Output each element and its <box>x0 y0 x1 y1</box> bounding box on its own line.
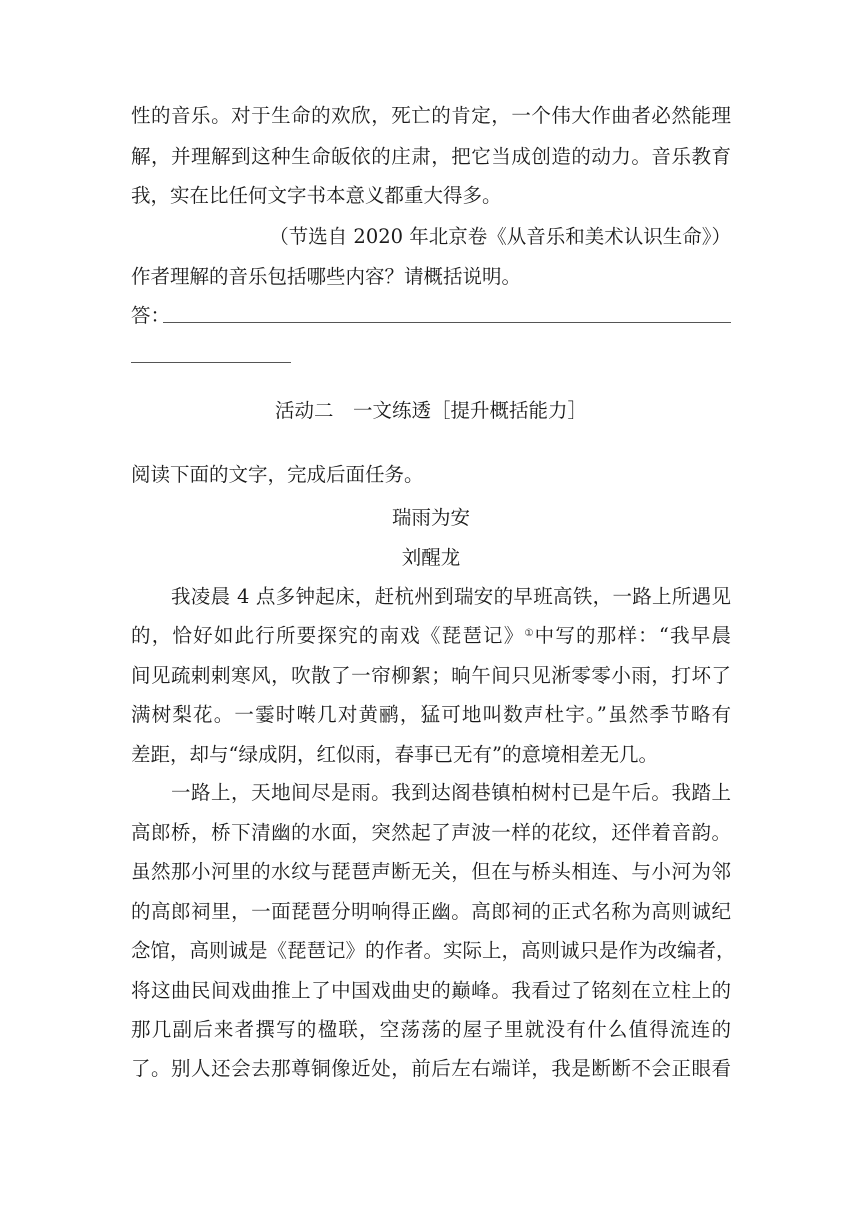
paragraph-line: 念馆，高则诚是《琵琶记》的作者。实际上，高则诚只是作为改编者， <box>131 939 736 962</box>
footnote-marker: ① <box>524 628 535 639</box>
answer-line[interactable] <box>131 362 291 363</box>
passage-line: 性的音乐。对于生命的欢欣，死亡的肯定，一个伟大作曲者必然能理 <box>131 104 731 127</box>
paragraph-line: 一路上，天地间尽是雨。我到达阁巷镇柏树村已是午后。我踏上 <box>171 781 731 804</box>
paragraph-line: 将这曲民间戏曲推上了中国戏曲史的巅峰。我看过了铭刻在立柱上的 <box>131 979 731 1002</box>
answer-label: 答： <box>131 304 171 327</box>
paragraph-line: 虽然那小河里的水纹与琵琶声断无关，但在与桥头相连、与小河为邻 <box>131 860 731 883</box>
source-note: （节选自 2020 年北京卷《从音乐和美术认识生命》） <box>269 225 731 248</box>
instruction: 阅读下面的文字，完成后面任务。 <box>131 463 424 486</box>
paragraph-line: 那几副后来者撰写的楹联，空荡荡的屋子里就没有什么值得流连的 <box>131 1018 731 1041</box>
paragraph-line: 满树梨花。一霎时啭几对黄鹂，猛可地叫数声杜宇。”虽然季节略有 <box>131 703 731 726</box>
article-author: 刘醒龙 <box>401 546 461 569</box>
paragraph-line <box>131 624 731 648</box>
paragraph-text: 的，恰好如此行所要探究的南戏《琵琶记》 <box>131 624 525 647</box>
passage-line: 解，并理解到这种生命皈依的庄肃，把它当成创造的动力。音乐教育 <box>131 145 731 168</box>
paragraph-line: 了。别人还会去那尊铜像近处，前后左右端详，我是断断不会正眼看 <box>131 1057 731 1080</box>
activity-heading: 活动二 一文练透［提升概括能力］ <box>274 399 587 422</box>
paragraph-line: 我凌晨 4 点多钟起床，赶杭州到瑞安的早班高铁，一路上所遇见 <box>171 585 731 608</box>
paragraph-line: 高郎桥，桥下清幽的水面，突然起了声波一样的花纹，还伴着音韵。 <box>131 821 731 844</box>
paragraph-line: 差距，却与“绿成阴，红似雨，春事已无有”的意境相差无几。 <box>131 743 658 766</box>
question: 作者理解的音乐包括哪些内容？请概括说明。 <box>131 265 522 288</box>
passage-line: 我，实在比任何文字书本意义都重大得多。 <box>131 184 502 207</box>
answer-line[interactable] <box>163 322 731 323</box>
paragraph-line: 间见疏剌剌寒风，吹散了一帘柳絮；晌午间只见淅零零小雨，打坏了 <box>131 664 731 687</box>
paragraph-line: 的高郎祠里，一面琵琶分明响得正幽。高郎祠的正式名称为高则诚纪 <box>131 900 731 923</box>
paragraph-text: 中写的那样：“我早晨 <box>534 624 731 647</box>
article-title: 瑞雨为安 <box>391 506 470 529</box>
